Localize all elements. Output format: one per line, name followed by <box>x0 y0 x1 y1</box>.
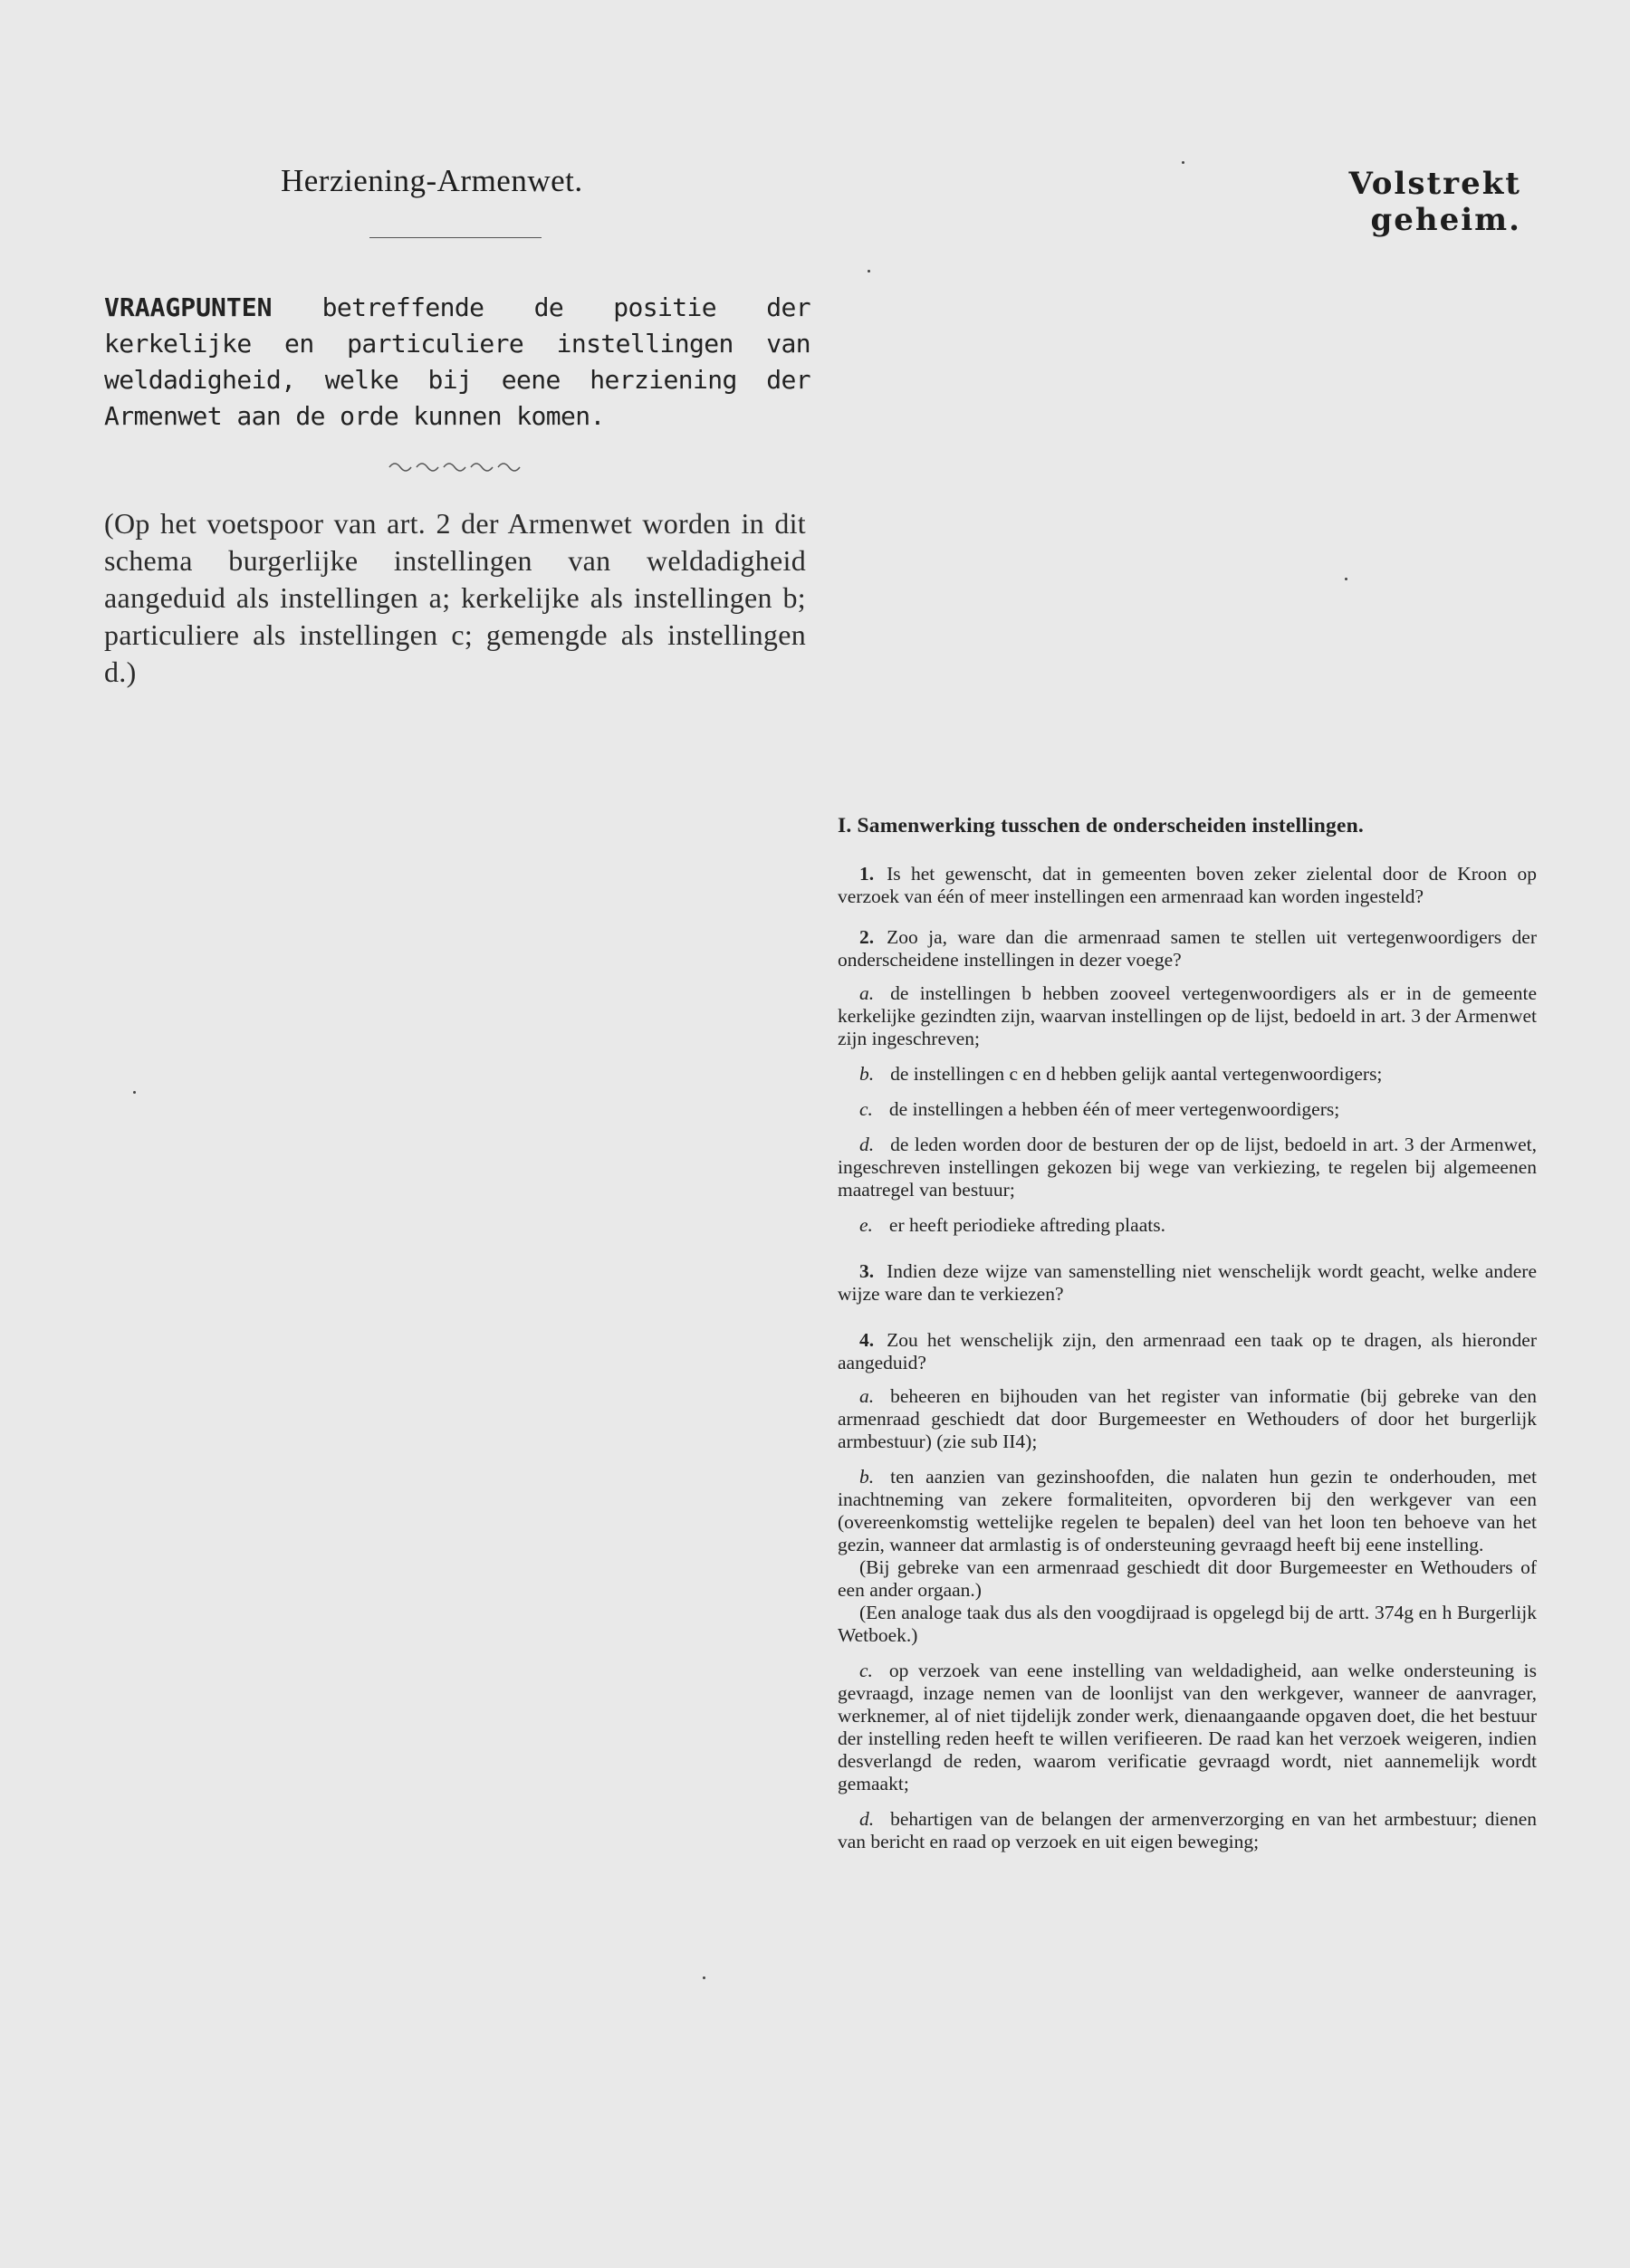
question-4 <box>838 1329 1537 1374</box>
question-number: 4. <box>859 1329 875 1351</box>
item-letter: b. <box>859 1466 875 1488</box>
scan-speck <box>703 1976 705 1979</box>
list-item <box>838 1098 1537 1121</box>
item-text: ten aanzien van gezinshoofden, die nalaten hun gezin te onderhouden, met inachtneming van zekere formaliteiten, opvorderen bij den werkgever van een (overeenkomstig wettelijke regelen te bepalen) deel van het loon ten behoeve van het gezin, wanneer dat armlastig is of ondersteuning gevraagd heeft bij eene instelling. <box>838 1466 1537 1555</box>
question-text: Indien deze wijze van samenstelling niet wenschelijk wordt geacht, welke andere wijze ware dan te verkiezen? <box>838 1260 1537 1305</box>
section-heading: I. Samenwerking tusschen de onderscheiden instellingen. <box>838 814 1364 837</box>
item-letter: c. <box>859 1660 873 1681</box>
notation-note: (Op het voetspoor van art. 2 der Armenwet worden in dit schema burgerlijke instellingen van weldadigheid aangeduid als instellingen a; kerkelijke als instellingen b; particuliere als instellingen c; gemengde als instellingen d.) <box>104 507 806 688</box>
scan-speck <box>1345 578 1347 580</box>
classification-label: Volstrekt geheim. <box>1348 166 1521 238</box>
list-item <box>838 982 1537 1050</box>
list-item <box>838 1466 1537 1556</box>
question-1 <box>838 863 1537 908</box>
question-number: 3. <box>859 1260 875 1282</box>
item-subnote: (Een analoge taak dus als den voogdijraad is opgelegd bij de artt. 374g en h Burgerlijk Wetboek.) <box>838 1602 1537 1646</box>
item-text: de instellingen c en d hebben gelijk aantal vertegenwoordigers; <box>890 1063 1383 1085</box>
list-item <box>838 1214 1537 1237</box>
item-letter: d. <box>859 1134 875 1155</box>
question-text: Zou het wenschelijk zijn, den armenraad een taak op te dragen, als hieronder aangeduid? <box>838 1329 1537 1373</box>
list-item <box>838 1385 1537 1453</box>
questions-column <box>838 815 1537 1866</box>
intro-text: betreffende de positie der kerkelijke en particuliere instellingen van weldadigheid, welke bij eene herziening der Armenwet aan de orde kunnen komen. <box>104 292 810 431</box>
item-letter: a. <box>859 1385 875 1407</box>
question-text: Is het gewenscht, dat in gemeenten boven zeker zielental door de Kroon op verzoek van één of meer instellingen een armenraad kan worden ingesteld? <box>838 863 1537 907</box>
item-letter: c. <box>859 1098 873 1120</box>
item-subnote: (Bij gebreke van een armenraad geschiedt dit door Burgemeester en Wethouders of een ander orgaan.) <box>838 1556 1537 1601</box>
item-text: er heeft periodieke aftreding plaats. <box>888 1214 1165 1236</box>
item-letter: a. <box>859 982 875 1004</box>
item-text: beheeren en bijhouden van het register van informatie (bij gebreke van den armenraad geschiedt dat door Burgemeester en Wethouders of door het burgerlijk armbestuur) (zie sub II4); <box>838 1385 1537 1452</box>
scan-speck <box>133 1091 136 1094</box>
intro-paragraph <box>104 290 810 435</box>
item-text: op verzoek van eene instelling van weldadigheid, aan welke ondersteuning is gevraagd, inzage nemen van de loonlijst van den werkgever, wanneer de aanvrager, werknemer, al of niet tijdelijk zonder werk, dienaangaande opgaven doet, die het bestuur der instelling reden heeft te willen verifieeren. De raad kan het verzoek weigeren, indien desverlangd de reden, waarom verificatie gevraagd wordt, niet aannemelijk wordt gemaakt; <box>838 1660 1537 1794</box>
item-text: de instellingen a hebben één of meer vertegenwoordigers; <box>888 1098 1340 1120</box>
question-2 <box>838 926 1537 971</box>
list-item <box>838 1063 1537 1086</box>
list-item <box>838 1660 1537 1795</box>
list-item <box>838 1134 1537 1201</box>
item-letter: e. <box>859 1214 873 1236</box>
item-text: de leden worden door de besturen der op de lijst, bedoeld in art. 3 der Armenwet, ingeschreven instellingen gekozen bij wege van verkiezing, te regelen bij algemeenen maatregel van bestuur; <box>838 1134 1537 1201</box>
question-text: Zoo ja, ware dan die armenraad samen te stellen uit vertegenwoordigers der onderscheidene instellingen in dezer voege? <box>838 926 1537 971</box>
item-text: de instellingen b hebben zooveel vertegenwoordigers als er in de gemeente kerkelijke gezindten zijn, waarvan instellingen op de lijst, bedoeld in art. 3 der Armenwet zijn ingeschreven; <box>838 982 1537 1049</box>
question-number: 1. <box>859 863 875 885</box>
item-letter: b. <box>859 1063 875 1085</box>
item-text: behartigen van de belangen der armenverzorging en van het armbestuur; dienen van bericht en raad op verzoek en uit eigen beweging; <box>838 1808 1537 1852</box>
ornament-squiggle <box>388 458 523 473</box>
list-item <box>838 1808 1537 1853</box>
question-number: 2. <box>859 926 875 948</box>
title-rule <box>369 237 542 238</box>
document-title: Herziening-Armenwet. <box>281 163 583 198</box>
question-3 <box>838 1260 1537 1306</box>
intro-lead: VRAAGPUNTEN <box>104 292 273 322</box>
scan-speck <box>868 270 870 273</box>
scan-speck <box>1182 161 1184 164</box>
item-letter: d. <box>859 1808 875 1830</box>
